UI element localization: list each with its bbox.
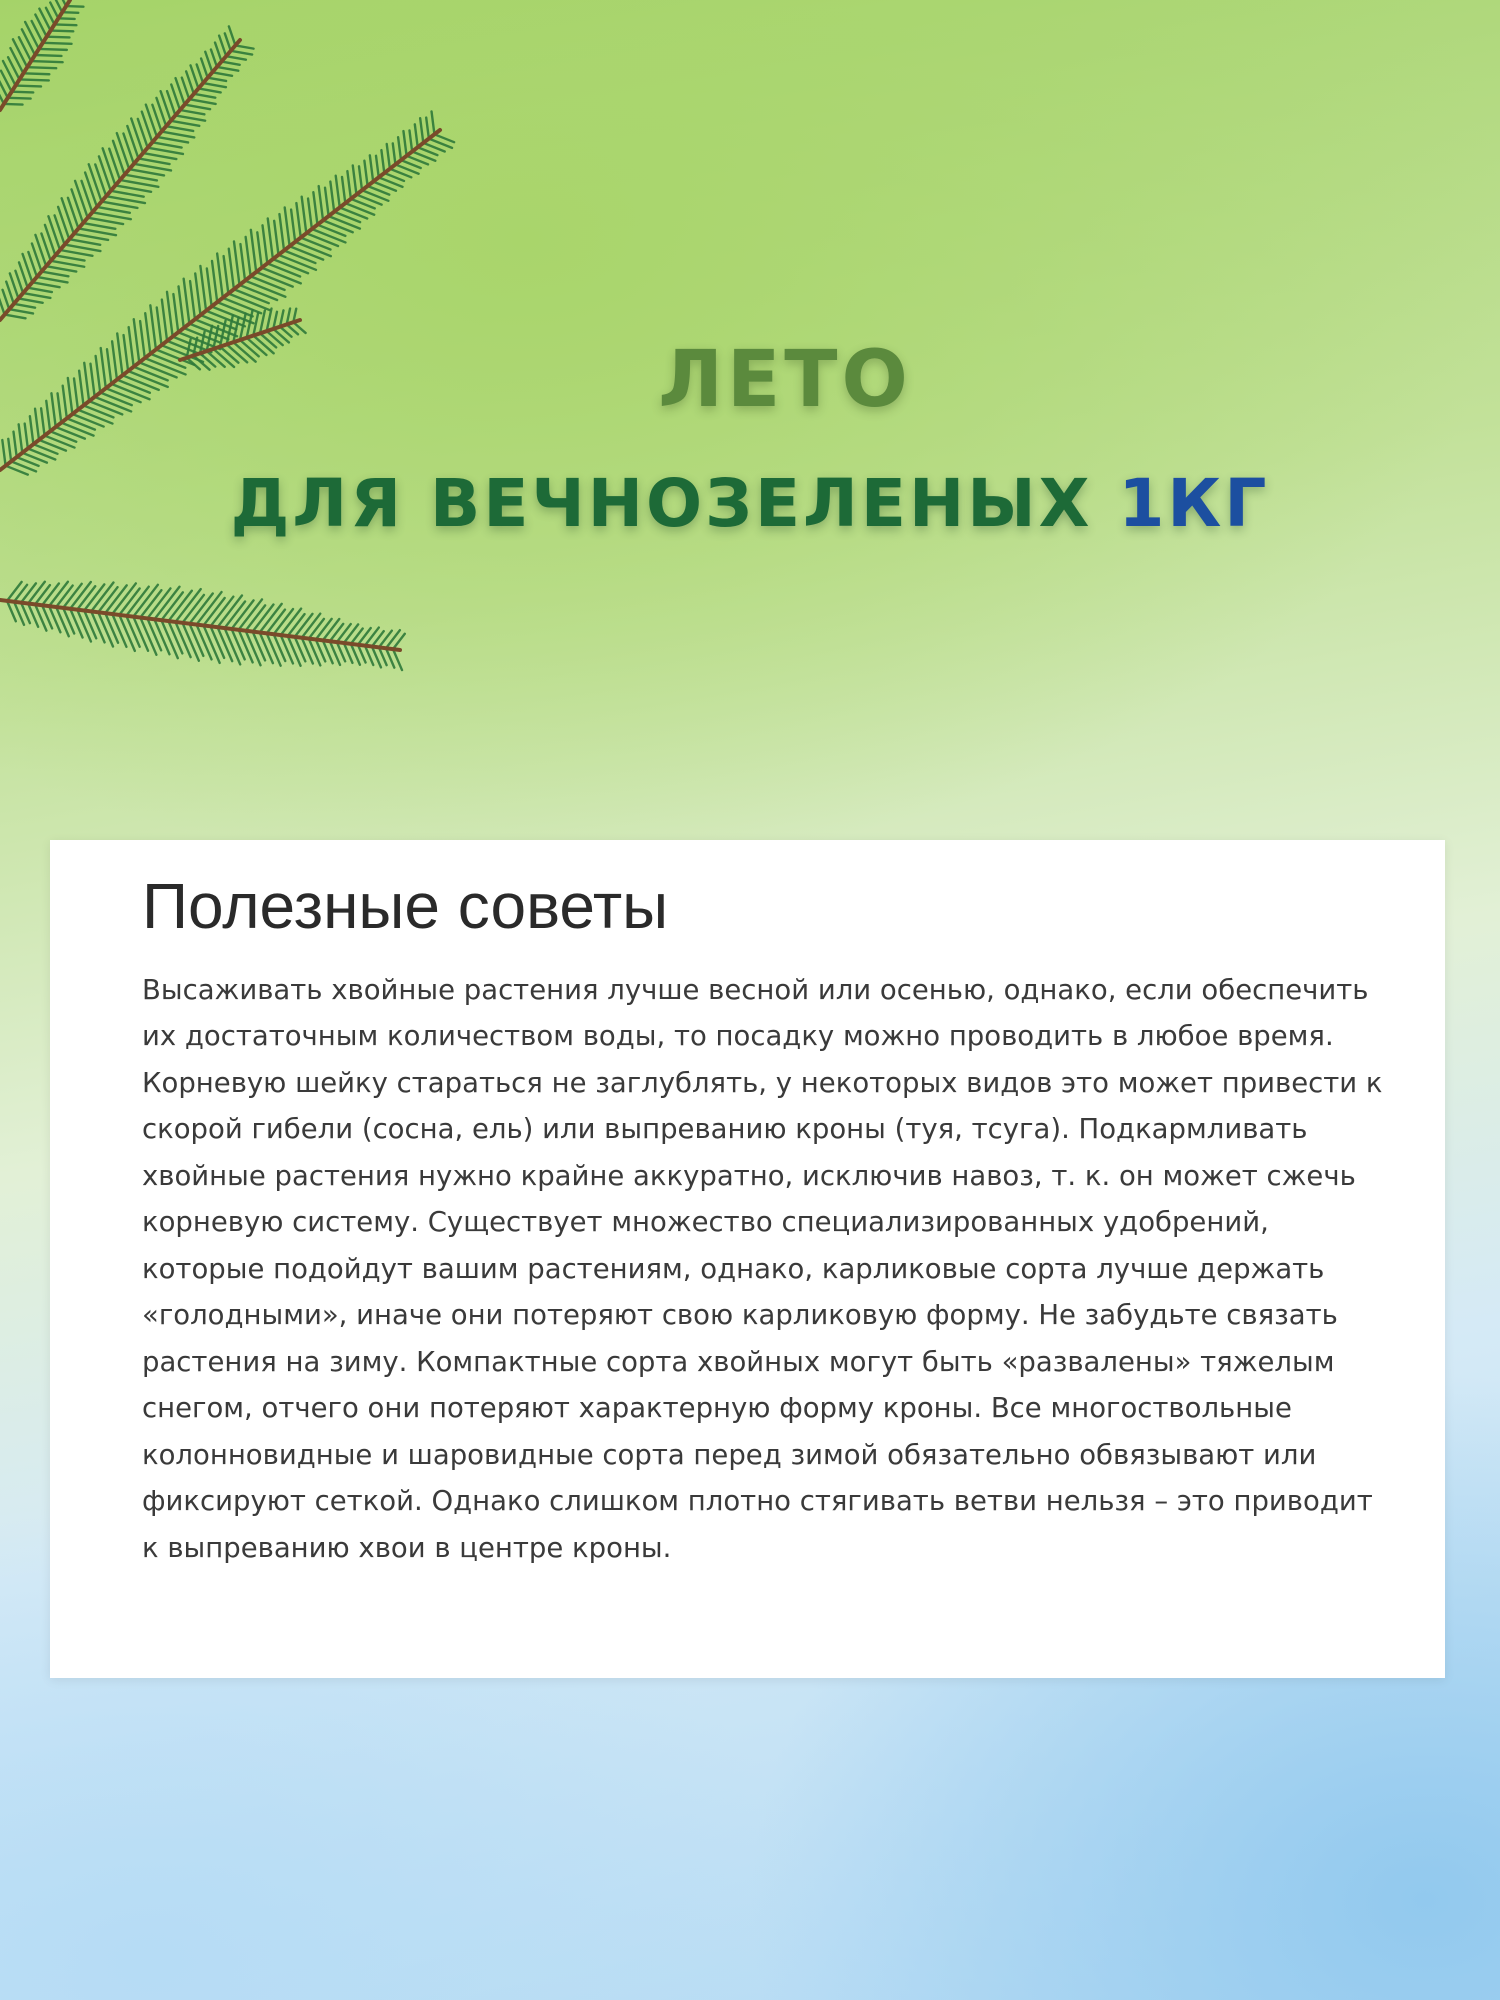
spruce-needle	[50, 3, 58, 19]
spruce-needle	[103, 148, 116, 185]
tips-card	[50, 840, 1445, 1678]
spruce-needle	[58, 18, 74, 19]
tips-text: Высаживать хвойные растения лучше весной или осенью, однако, если обеспечить их достаточным количеством воды, то посадку можно проводить в любое время. Корневую шейку стараться не заглублять, у некоторых видов это может привести к скорой гибели (сосна, ель) или выпреванию кроны (туя, тсуга). Подкармливать хвойные растения нужно крайне аккуратно, исключив навоз, т. к. он может сжечь корневую систему. Существует множество специализированных удобрений, которые подойдут вашим растениям, однако, карликовые сорта лучше держать «голодными», иначе они потеряют свою карликовую форму. Не забудьте связать растения на зиму. Компактные сорта хвойных могут быть «развалены» тяжелым снегом, отчего они потеряют характерную форму кроны. Все многоствольные колонновидные и шаровидные сорта перед зимой обязательно обвязывают или фиксируют сеткой. Однако слишком плотно стягивать ветви нельзя – это приводит к выпреванию хвои в центре кроны.	[142, 973, 1383, 1564]
spruce-needle	[226, 56, 246, 60]
spruce-needle	[365, 628, 379, 646]
spruce-needle	[91, 611, 104, 642]
spruce-needle	[330, 182, 334, 212]
spruce-needle	[182, 78, 189, 100]
spruce-needle	[279, 214, 284, 250]
spruce-needle	[85, 173, 97, 207]
spruce-needle	[78, 228, 116, 235]
spruce-needle	[167, 292, 173, 337]
spruce-needle	[415, 124, 418, 147]
spruce-needle	[138, 158, 169, 164]
spruce-needle	[66, 6, 83, 7]
spruce-needle	[203, 83, 226, 87]
spruce-needle	[268, 218, 273, 259]
spruce-needle	[92, 212, 131, 219]
spruce-needle	[218, 627, 233, 661]
spruce-needle	[173, 294, 178, 332]
spruce-needle	[308, 199, 312, 229]
spruce-needle	[134, 164, 171, 171]
spruce-needle	[32, 282, 59, 287]
spruce-needle	[19, 79, 48, 80]
spruce-needle	[325, 188, 329, 216]
spruce-needle	[219, 36, 226, 57]
spruce-needle	[51, 261, 84, 267]
spruce-needle	[14, 304, 35, 308]
spruce-needle	[211, 49, 217, 66]
spruce-needle	[323, 619, 339, 640]
spruce-needle	[45, 436, 75, 448]
spruce-needle	[200, 266, 206, 311]
spruce-needle	[171, 121, 199, 126]
spruce-needle	[5, 315, 26, 319]
spruce-needle	[22, 29, 35, 55]
spruce-needle	[39, 49, 67, 50]
spruce-needle	[157, 137, 188, 143]
spruce-needle	[175, 115, 205, 120]
season-title: ЛЕТО	[658, 335, 912, 425]
spruce-needle	[12, 92, 34, 93]
spruce-needle	[166, 126, 193, 131]
spruce-stem	[0, 600, 400, 650]
spruce-needle	[291, 210, 295, 242]
spruce-needle	[105, 613, 118, 643]
spruce-needle	[9, 309, 33, 313]
spruce-needle	[16, 86, 41, 87]
spruce-needle	[189, 624, 203, 656]
spruce-needle	[74, 234, 108, 240]
spruce-needle	[370, 155, 373, 181]
spruce-needle	[224, 256, 229, 293]
spruce-needle	[146, 105, 157, 137]
spruce-needle	[267, 633, 281, 665]
spruce-needle	[376, 156, 379, 178]
spruce-needle	[120, 180, 158, 187]
spruce-needle	[347, 171, 351, 199]
spruce-needle	[420, 118, 423, 143]
spruce-needle	[23, 73, 49, 74]
spruce-needle	[353, 165, 357, 194]
spruce-needle	[364, 161, 367, 186]
spruce-needle	[125, 175, 157, 181]
spruce-needle	[115, 185, 151, 191]
spruce-needle	[2, 440, 5, 466]
spruce-needle	[330, 624, 343, 641]
spruce-needle	[194, 94, 215, 98]
spruce-needle	[301, 238, 331, 250]
spruce-needle	[197, 64, 203, 83]
spruce-needle	[148, 148, 183, 154]
spruce-needle	[288, 614, 305, 636]
spruce-needle	[387, 144, 390, 169]
spruce-needle	[263, 225, 268, 263]
spruce-needle	[18, 298, 42, 302]
spruce-needle	[309, 619, 324, 639]
spruce-needle	[337, 624, 351, 642]
spruce-needle	[344, 624, 358, 643]
spruce-needle	[234, 289, 269, 303]
spruce-needle	[295, 242, 331, 256]
spruce-needle	[42, 272, 69, 277]
spruce-needle	[152, 142, 181, 147]
spruce-needle	[284, 251, 315, 264]
spruce-needle	[281, 635, 293, 663]
spruce-needle	[69, 239, 100, 245]
spruce-needle	[184, 279, 190, 324]
spruce-needle	[342, 177, 345, 203]
spruce-needle	[97, 207, 130, 213]
spruce-needle	[222, 62, 240, 65]
spruce-needle	[54, 24, 76, 25]
spruce-needle	[8, 439, 11, 462]
spruce-needle	[25, 22, 39, 49]
spruce-needle	[51, 31, 74, 32]
spruce-needle	[288, 636, 301, 666]
spruce-needle	[23, 293, 50, 298]
spruce-needle	[336, 176, 340, 208]
spruce-needle	[211, 626, 225, 658]
spruce-needle	[21, 583, 36, 602]
spruce-needle	[106, 196, 145, 203]
product-purpose: ДЛЯ ВЕЧНОЗЕЛЕНЫХ	[230, 465, 1093, 542]
spruce-needle	[189, 99, 215, 104]
spruce-needle	[312, 229, 346, 242]
spruce-needle	[31, 61, 63, 62]
spruce-needle	[72, 189, 84, 223]
spruce-needle	[83, 223, 115, 229]
spruce-needle	[60, 250, 92, 256]
spruce-needle	[253, 632, 265, 661]
spruce-needle	[240, 244, 245, 281]
spruce-needle	[393, 143, 396, 164]
spruce-needle	[98, 612, 113, 646]
spruce-needle	[359, 166, 362, 190]
spruce-needle	[274, 634, 286, 661]
spruce-needle	[35, 55, 61, 56]
spruce-needle	[89, 164, 102, 201]
spruce-needle	[3, 61, 16, 86]
spruce-needle	[117, 133, 129, 169]
spruce-needle	[239, 630, 253, 663]
spruce-needle	[126, 616, 139, 647]
spruce-needle	[234, 241, 240, 284]
spruce-needle	[35, 585, 50, 604]
spruce-needle	[381, 150, 384, 173]
spruce-needle	[217, 67, 238, 71]
spruce-needle	[70, 609, 82, 638]
spruce-needle	[323, 220, 353, 232]
spruce-needle	[345, 203, 374, 215]
spruce-needle	[75, 181, 88, 218]
spruce-needle	[319, 186, 323, 220]
spruce-needle	[231, 51, 252, 55]
spruce-needle	[175, 622, 190, 657]
spruce-needle	[207, 268, 212, 306]
spruce-needle	[46, 266, 76, 271]
tips-title: Полезные советы	[142, 870, 669, 942]
spruce-needle	[168, 621, 182, 653]
spruce-needle	[7, 582, 22, 601]
spruce-needle	[19, 424, 23, 452]
spruce-needle	[232, 629, 245, 659]
spruce-needle	[43, 43, 72, 44]
spruce-needle	[62, 12, 78, 13]
spruce-needle	[251, 276, 285, 290]
spruce-needle	[267, 263, 300, 276]
spruce-needle	[133, 617, 148, 651]
spruce-needle	[235, 45, 253, 48]
product-subtitle	[0, 465, 1500, 542]
spruce-needle	[251, 230, 256, 272]
spruce-needle	[147, 618, 161, 650]
spruce-needle	[256, 272, 293, 287]
spruce-needle	[84, 611, 96, 639]
spruce-needle	[313, 192, 317, 224]
spruce-needle	[13, 432, 16, 457]
spruce-needle	[246, 237, 251, 276]
spruce-needle	[102, 202, 138, 208]
spruce-needle	[190, 281, 195, 319]
spruce-needle	[37, 277, 68, 282]
spruce-needle	[246, 631, 261, 666]
spruce-needle	[386, 630, 400, 648]
spruce-needle	[215, 43, 222, 62]
spruce-stem	[0, 40, 240, 320]
spruce-needle	[225, 33, 231, 50]
spruce-needle	[212, 261, 217, 302]
spruce-needle	[257, 232, 261, 267]
spruce-needle	[162, 132, 195, 138]
spruce-needle	[8, 98, 31, 99]
spruce-needle	[274, 221, 278, 255]
spruce-needle	[112, 614, 126, 647]
spruce-needle	[62, 198, 74, 234]
spruce-needle	[56, 427, 85, 439]
spruce-needle	[296, 203, 300, 238]
spruce-needle	[260, 632, 273, 663]
spruce-needle	[306, 233, 338, 246]
spruce-needle	[316, 619, 332, 640]
spruce-needle	[179, 286, 184, 328]
spruce-needle	[309, 639, 321, 666]
spruce-needle	[48, 216, 60, 250]
spruce-needle	[129, 169, 164, 175]
spruce-needle	[426, 118, 429, 139]
spruce-needle	[65, 245, 101, 251]
spruce-needle	[217, 302, 252, 316]
spruce-needle	[329, 216, 360, 229]
spruce-needle	[127, 126, 138, 159]
spruce-needle	[198, 88, 220, 92]
spruce-needle	[111, 191, 144, 197]
spruce-needle	[195, 273, 200, 315]
spruce-needle	[58, 207, 69, 239]
spruce-needle	[185, 105, 210, 110]
spruce-needle	[19, 37, 31, 61]
spruce-needle	[398, 137, 401, 160]
spruce-needle	[3, 290, 10, 309]
spruce-needle	[229, 249, 234, 289]
spruce-needle	[88, 218, 123, 224]
spruce-needle	[154, 619, 169, 654]
spruce-needle	[77, 610, 91, 642]
spruce-needle	[217, 254, 223, 298]
spruce-needle	[47, 37, 70, 38]
spruce-needle	[201, 58, 208, 77]
spruce-needle	[290, 246, 324, 259]
spruce-needle	[10, 48, 23, 73]
spruce-needle	[28, 582, 45, 604]
spruce-needle	[113, 141, 125, 175]
spruce-needle	[409, 130, 412, 151]
spruce-needle	[229, 26, 236, 45]
spruce-needle	[302, 197, 307, 234]
spruce-needle	[205, 52, 212, 73]
spruce-needle	[285, 207, 290, 246]
spruce-needle	[25, 424, 28, 449]
spruce-needle	[56, 586, 73, 607]
product-weight: 1КГ	[1118, 465, 1270, 542]
spruce-needle	[28, 288, 52, 292]
spruce-needle	[143, 153, 176, 159]
spruce-needle	[4, 104, 23, 105]
spruce-needle	[180, 110, 204, 114]
spruce-needle	[273, 259, 308, 273]
spruce-needle	[432, 111, 435, 134]
spruce-needle	[99, 156, 111, 190]
spruce-needle	[131, 119, 143, 154]
spruce-needle	[42, 583, 59, 605]
spruce-needle	[56, 607, 69, 636]
spruce-needle	[196, 625, 211, 660]
spruce-needle	[212, 72, 232, 76]
spruce-needle	[403, 131, 406, 156]
spruce-needle	[27, 67, 56, 68]
spruce-needle	[13, 39, 27, 67]
spruce-needle	[208, 78, 226, 81]
spruce-needle	[55, 255, 84, 260]
